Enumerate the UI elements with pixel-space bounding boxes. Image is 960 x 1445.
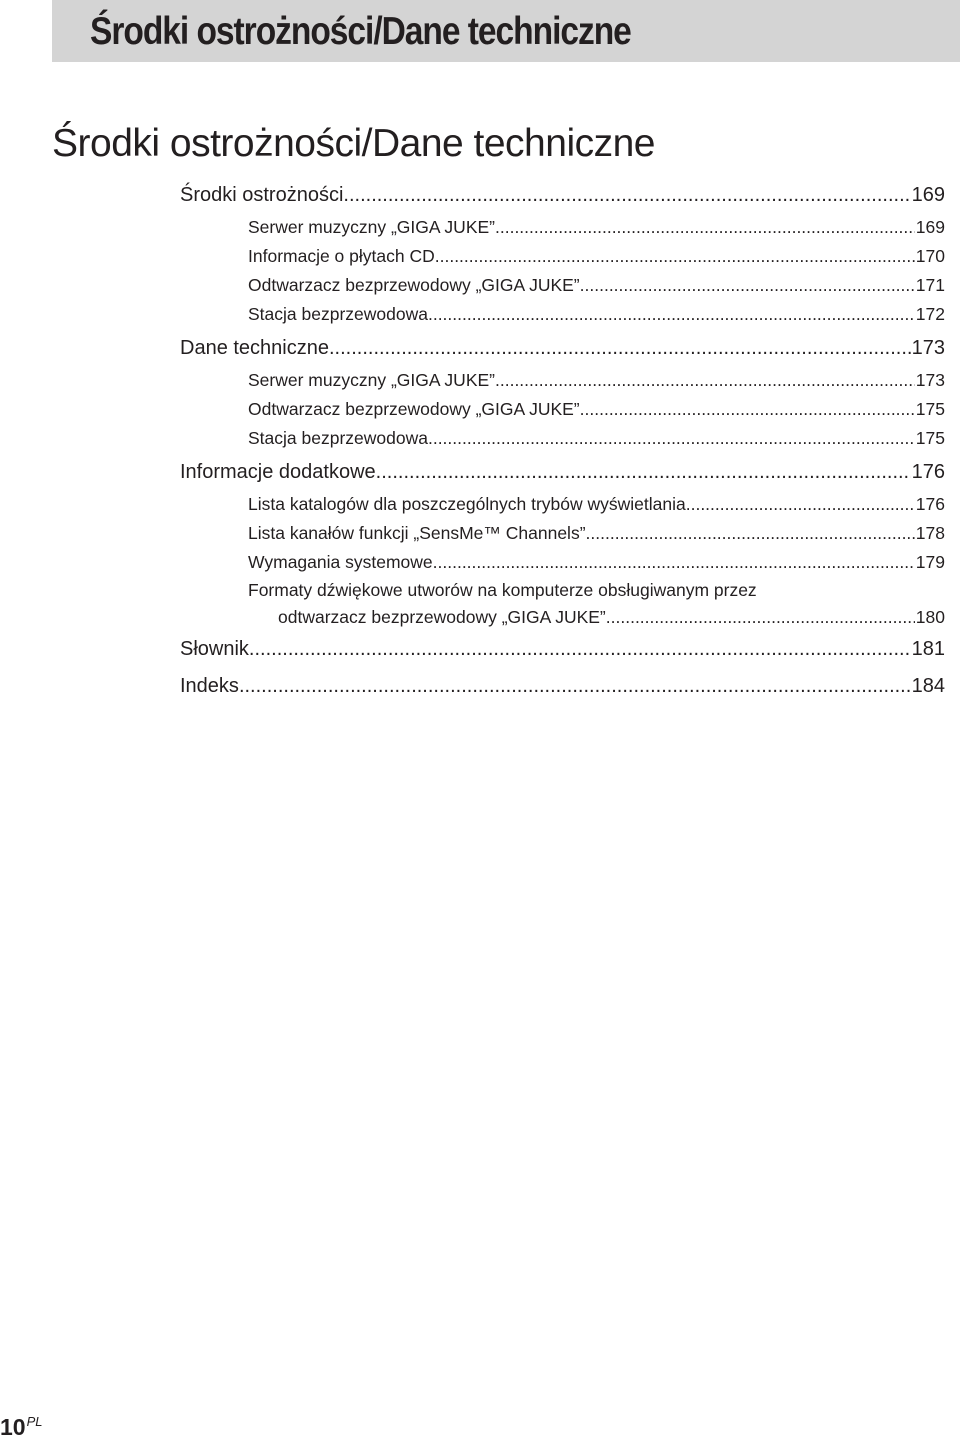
toc-entry-label: Lista katalogów dla poszczególnych trybów wyświetlania — [248, 494, 686, 514]
toc-entry-wymagania-systemowe[interactable] — [248, 550, 945, 574]
toc-entry-page: 169 — [915, 217, 945, 237]
toc-entry-page: 173 — [915, 370, 945, 390]
toc-entry-page: 181 — [911, 638, 945, 660]
toc-entry-stacja-dane[interactable] — [248, 426, 945, 450]
toc-dot-leader — [249, 636, 911, 662]
toc-entry-page: 173 — [911, 337, 945, 359]
toc-entry-indeks[interactable] — [180, 673, 945, 699]
toc-entry-label: Indeks — [180, 675, 239, 697]
toc-entry-label: Słownik — [180, 638, 249, 660]
toc-entry-label: Informacje dodatkowe — [180, 461, 376, 483]
toc-entry-label: Stacja bezprzewodowa — [248, 304, 428, 324]
toc-entry-lista-katalogow[interactable] — [248, 492, 945, 516]
toc-dot-leader — [428, 426, 915, 450]
toc-entry-label: Serwer muzyczny „GIGA JUKE” — [248, 370, 495, 390]
page-title: Środki ostrożności/Dane techniczne — [52, 122, 655, 165]
toc-entry-label: Dane techniczne — [180, 337, 329, 359]
toc-entry-page: 180 — [915, 607, 945, 627]
toc-entry-odtwarzacz-bezprzewodowy[interactable] — [248, 273, 945, 297]
toc-entry-label: Informacje o płytach CD — [248, 246, 435, 266]
toc-entry-page: 172 — [915, 304, 945, 324]
toc-entry-page: 176 — [911, 461, 945, 483]
toc-entry-page: 184 — [911, 675, 945, 697]
toc-entry-label: Środki ostrożności — [180, 184, 344, 206]
toc-dot-leader — [239, 673, 911, 699]
toc-entry-page: 176 — [915, 494, 945, 514]
toc-entry-label: Odtwarzacz bezprzewodowy „GIGA JUKE” — [248, 275, 580, 295]
toc-entry-slownik[interactable] — [180, 636, 945, 662]
toc-entry-serwer-muzyczny-dane[interactable] — [248, 368, 945, 392]
toc-entry-lista-kanalow[interactable] — [248, 521, 945, 545]
toc-entry-page: 175 — [915, 428, 945, 448]
toc-entry-dane-techniczne[interactable] — [180, 335, 945, 361]
toc-dot-leader — [435, 244, 915, 268]
toc-entry-informacje-o-plytach[interactable] — [248, 244, 945, 268]
page-number — [0, 1412, 43, 1442]
toc-entry-odtwarzacz-dane[interactable] — [248, 397, 945, 421]
toc-dot-leader — [495, 215, 915, 239]
toc-dot-leader — [329, 335, 911, 361]
toc-entry-page: 171 — [915, 275, 945, 295]
toc-entry-page: 175 — [915, 399, 945, 419]
toc-entry-serwer-muzyczny[interactable] — [248, 215, 945, 239]
toc-dot-leader — [428, 302, 915, 326]
toc-entry-informacje-dodatkowe[interactable] — [180, 459, 945, 485]
toc-entry-page: 169 — [911, 184, 945, 206]
toc-dot-leader — [580, 273, 915, 297]
toc-dot-leader — [586, 521, 915, 545]
toc-entry-label: Odtwarzacz bezprzewodowy „GIGA JUKE” — [248, 399, 580, 419]
toc-entry-label: Wymagania systemowe — [248, 552, 433, 572]
toc-entry-page: 178 — [915, 523, 945, 543]
toc-entry-label-line1: Formaty dźwiękowe utworów na komputerze obsługiwanym przez — [248, 580, 757, 600]
toc-entry-formaty-dzwiekowe[interactable] — [248, 577, 945, 631]
toc-dot-leader — [376, 459, 911, 485]
toc-dot-leader — [606, 604, 915, 631]
toc-entry-srodki-ostroznosci[interactable] — [180, 182, 945, 208]
table-of-contents — [0, 0, 960, 720]
page-number-value: 10 — [0, 1414, 26, 1440]
toc-entry-page: 179 — [915, 552, 945, 572]
toc-entry-label: Lista kanałów funkcji „SensMe™ Channels” — [248, 523, 586, 543]
toc-entry-stacja-bezprzewodowa[interactable] — [248, 302, 945, 326]
toc-entry-label: Stacja bezprzewodowa — [248, 428, 428, 448]
toc-entry-label-line2: odtwarzacz bezprzewodowy „GIGA JUKE” — [278, 607, 606, 627]
chapter-header-title: Środki ostrożności/Dane techniczne — [90, 10, 631, 53]
toc-dot-leader — [343, 182, 910, 208]
toc-dot-leader — [580, 397, 915, 421]
page-language-code: PL — [26, 1414, 43, 1429]
toc-entry-label: Serwer muzyczny „GIGA JUKE” — [248, 217, 495, 237]
toc-entry-page: 170 — [915, 246, 945, 266]
toc-dot-leader — [686, 492, 915, 516]
toc-dot-leader — [433, 550, 915, 574]
toc-dot-leader — [495, 368, 915, 392]
